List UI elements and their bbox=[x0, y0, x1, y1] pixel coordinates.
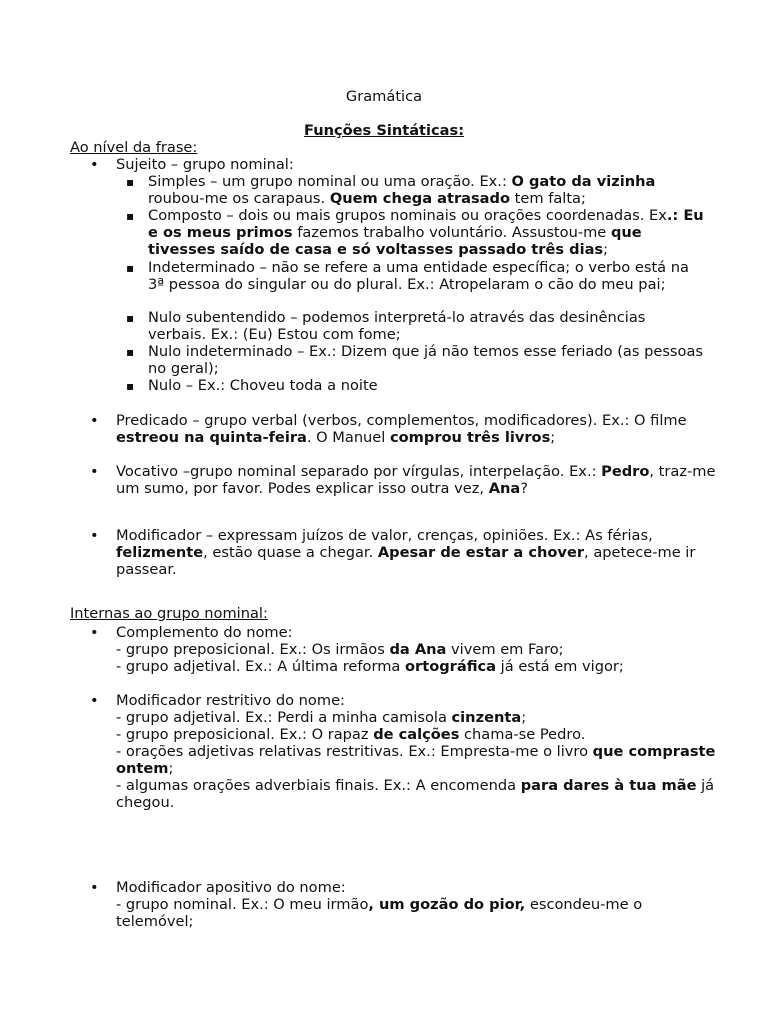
square-bullet-icon: ▪ bbox=[126, 175, 135, 189]
section-heading-grupo-nominal: Internas ao grupo nominal: bbox=[70, 605, 268, 622]
square-bullet-icon: ▪ bbox=[126, 345, 135, 359]
section-subtitle: Funções Sintáticas: bbox=[303, 122, 465, 139]
bullet-icon: • bbox=[90, 463, 99, 480]
list-item-nulo: Nulo – Ex.: Choveu toda a noite bbox=[148, 377, 378, 394]
bullet-icon: • bbox=[90, 692, 99, 709]
list-item-modificador: Modificador – expressam juízos de valor, crenças, opiniões. Ex.: As férias, felizmente, estão quase a chegar. Apesar de estar a chover, apetece-me ir passear. bbox=[116, 527, 696, 578]
list-item-nulo-subentendido: Nulo subentendido – podemos interpretá-lo através das desinências verbais. Ex.: (Eu) Estou com fome; bbox=[148, 309, 646, 343]
list-item-indeterminado: Indeterminado – não se refere a uma entidade específica; o verbo está na 3ª pessoa do singular ou do plural. Ex.: Atropelaram o cão do meu pai; bbox=[148, 259, 689, 293]
list-item-restritivo: Modificador restritivo do nome: - grupo adjetival. Ex.: Perdi a minha camisola cinzenta; - grupo preposicional. Ex.: O rapaz de calções chama-se Pedro. - orações adjetivas relativas restritivas. Ex.: Empresta-me o livro que compraste ontem; - algumas orações adverbiais finais. Ex.: A encomenda para dares à tua mãe já chegou. bbox=[116, 692, 716, 811]
square-bullet-icon: ▪ bbox=[126, 311, 135, 325]
square-bullet-icon: ▪ bbox=[126, 209, 135, 223]
list-item-simples: Simples – um grupo nominal ou uma oração. Ex.: O gato da vizinha roubou-me os carapaus. Quem chega atrasado tem falta; bbox=[148, 173, 656, 207]
list-item-sujeito: Sujeito – grupo nominal: bbox=[116, 156, 294, 173]
list-item-predicado: Predicado – grupo verbal (verbos, complementos, modificadores). Ex.: O filme estreou na quinta-feira. O Manuel comprou três livros; bbox=[116, 412, 687, 446]
list-item-apositivo: Modificador apositivo do nome: - grupo nominal. Ex.: O meu irmão, um gozão do pior, escondeu-me o telemóvel; bbox=[116, 879, 643, 930]
list-item-nulo-indeterminado: Nulo indeterminado – Ex.: Dizem que já não temos esse feriado (as pessoas no geral); bbox=[148, 343, 704, 377]
section-heading-frase: Ao nível da frase: bbox=[70, 139, 198, 156]
square-bullet-icon: ▪ bbox=[126, 379, 135, 393]
square-bullet-icon: ▪ bbox=[126, 261, 135, 275]
bullet-icon: • bbox=[90, 156, 99, 173]
list-item-composto: Composto – dois ou mais grupos nominais ou orações coordenadas. Ex.: Eu e os meus primos fazemos trabalho voluntário. Assustou-me que tivesses saído de casa e só voltasses passado três dias; bbox=[148, 207, 704, 258]
bullet-icon: • bbox=[90, 624, 99, 641]
bullet-icon: • bbox=[90, 879, 99, 896]
document-title: Gramática bbox=[345, 88, 423, 105]
list-item-complemento: Complemento do nome: - grupo preposicional. Ex.: Os irmãos da Ana vivem em Faro; - grupo adjetival. Ex.: A última reforma ortográfica já está em vigor; bbox=[116, 624, 624, 675]
bullet-icon: • bbox=[90, 412, 99, 429]
bullet-icon: • bbox=[90, 527, 99, 544]
list-item-vocativo: Vocativo –grupo nominal separado por vírgulas, interpelação. Ex.: Pedro, traz-me um sumo, por favor. Podes explicar isso outra vez, Ana? bbox=[116, 463, 716, 497]
